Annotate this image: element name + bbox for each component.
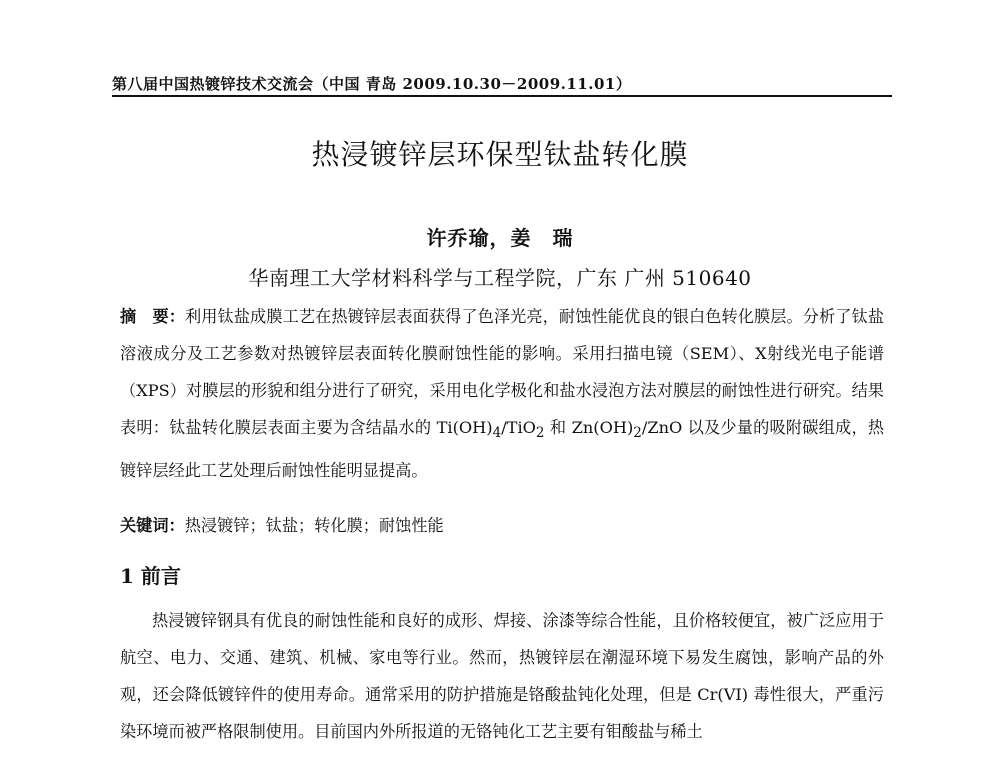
subscript-2b: 2: [633, 425, 642, 442]
keywords-label: 关键词：: [120, 516, 185, 535]
subscript-2a: 2: [535, 425, 545, 442]
paper-title: 热浸镀锌层环保型钛盐转化膜: [311, 138, 689, 171]
abstract-paragraph: [120, 298, 884, 489]
keywords-text: 热浸镀锌；钛盐；转化膜；耐蚀性能: [184, 516, 444, 535]
abstract-label: 摘 要：: [120, 307, 186, 326]
abstract-tail: /ZnO 以及少量的吸附碳组成，热镀锌层经此工艺处理后耐蚀性能明显提高。: [120, 418, 885, 481]
keywords-line: [120, 507, 884, 544]
header-rule: [112, 95, 892, 97]
section-heading: 1 前言: [120, 564, 181, 588]
subscript-4: 4: [492, 425, 502, 442]
running-head: 第八届中国热镀锌技术交流会（中国 青岛 2009.10.30－2009.11.01）: [112, 75, 632, 93]
abstract-formula-tio: /TiO: [501, 418, 536, 437]
abstract-formula-zn: 和 Zn(OH): [544, 418, 634, 437]
author-affiliation: 华南理工大学材料科学与工程学院，广东 广州 510640: [248, 266, 752, 290]
paper-authors: 许乔瑜，姜 瑞: [426, 226, 574, 250]
body-paragraph: 热浸镀锌钢具有优良的耐蚀性能和良好的成形、焊接、涂漆等综合性能，且价格较便宜，被广泛应用于航空、电力、交通、建筑、机械、家电等行业。然而，热镀锌层在潮湿环境下易发生腐蚀，影响产品的外观，还会降低镀锌件的使用寿命。通常采用的防护措施是铬酸盐钝化处理，但是 Cr(VI) 毒性很大，严重污染环境而被严格限制使用。目前国内外所报道的无铬钝化工艺主要有钼酸盐与稀土: [120, 611, 884, 741]
abstract-text: 利用钛盐成膜工艺在热镀锌层表面获得了色泽光亮，耐蚀性能优良的银白色转化膜层。分析了钛盐溶液成分及工艺参数对热镀锌层表面转化膜耐蚀性能的影响。采用扫描电镜（SEM）、X射线光电子能谱（XPS）对膜层的形貌和组分进行了研究，采用电化学极化和盐水浸泡方法对膜层的耐蚀性进行研究。结果表明：钛盐转化膜层表面主要为含结晶水的 Ti(OH): [120, 307, 885, 437]
